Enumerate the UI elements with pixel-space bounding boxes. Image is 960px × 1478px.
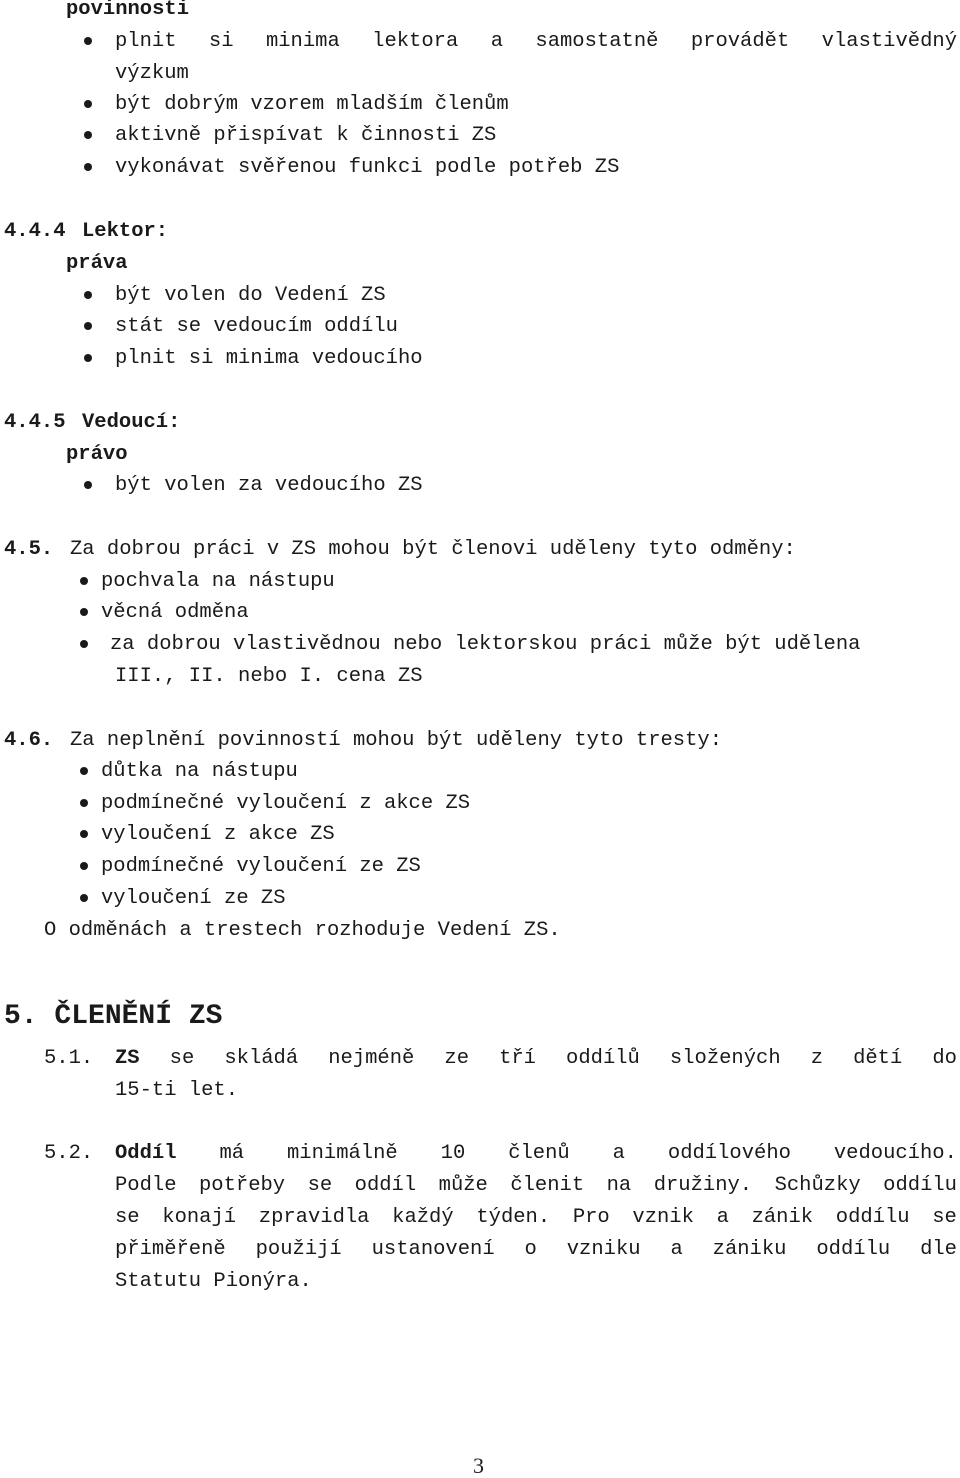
right-heading: právo: [66, 443, 128, 466]
bullet: [80, 894, 88, 902]
bullet: [80, 640, 88, 648]
paragraph-line: přiměřeně použijí ustanovení o vzniku a zániku oddílu dle: [115, 1238, 957, 1261]
section-title: 5. ČLENĚNÍ ZS: [4, 1001, 223, 1032]
word: plnit: [115, 30, 177, 53]
paragraph-line: Oddíl má minimálně 10 členů a oddílového vedoucího.: [115, 1142, 957, 1165]
list-item: plnit si minima vedoucího: [115, 347, 423, 370]
bullet: [80, 830, 88, 838]
section-number: 4.5.: [4, 538, 54, 561]
page-number: 3: [473, 1453, 484, 1478]
bullet: [80, 799, 88, 807]
list-item: věcná odměna: [101, 601, 249, 624]
bullet: [84, 354, 92, 362]
subsection-title: Vedoucí:: [82, 411, 181, 434]
word: si: [208, 30, 234, 53]
paragraph-number: 5.1.: [44, 1047, 94, 1070]
bullet: [84, 131, 92, 139]
list-item: stát se vedoucím oddílu: [115, 315, 398, 338]
word: minima: [265, 30, 340, 53]
closing-note: O odměnách a trestech rozhoduje Vedení ZS.: [44, 919, 561, 942]
list-item-continuation: III., II. nebo I. cena ZS: [115, 665, 423, 688]
list-item: [115, 32, 957, 53]
bullet: [80, 767, 88, 775]
paragraph-line: 15-ti let.: [115, 1079, 239, 1102]
bullet: [84, 291, 92, 299]
list-item: podmínečné vyloučení z akce ZS: [101, 792, 471, 815]
rewards-intro: Za dobrou práci v ZS mohou být členovi uděleny tyto odměny:: [70, 538, 796, 561]
list-item: důtka na nástupu: [101, 760, 298, 783]
list-item: vykonávat svěřenou funkci podle potřeb ZS: [115, 156, 620, 179]
penalties-intro: Za neplnění povinností mohou být uděleny tyto tresty:: [70, 729, 723, 752]
section-number: 4.6.: [4, 729, 54, 752]
bullet: [84, 322, 92, 330]
list-item: podmínečné vyloučení ze ZS: [101, 855, 421, 878]
list-item: aktivně přispívat k činnosti ZS: [115, 124, 497, 147]
list-item-continuation: výzkum: [115, 62, 189, 85]
word: lektora: [372, 30, 459, 53]
paragraph-line: Statutu Pionýra.: [115, 1270, 312, 1293]
word: samostatně: [535, 30, 659, 53]
subsection-title: Lektor:: [82, 220, 169, 243]
list-item: za dobrou vlastivědnou nebo lektorskou práci může být udělena: [110, 633, 861, 656]
word: provádět: [690, 30, 790, 53]
paragraph-line: ZS se skládá nejméně ze tří oddílů složených z dětí do: [115, 1047, 957, 1070]
bullet: [84, 37, 92, 45]
list-item: být volen do Vedení ZS: [115, 284, 386, 307]
list-item: pochvala na nástupu: [101, 570, 335, 593]
bullet: [80, 577, 88, 585]
subsection-number: 4.4.4: [4, 220, 66, 243]
duties-heading: povinnosti: [66, 0, 190, 21]
bullet: [80, 862, 88, 870]
bullet: [84, 481, 92, 489]
list-item: být volen za vedoucího ZS: [115, 474, 423, 497]
paragraph-number: 5.2.: [44, 1142, 94, 1165]
word: a: [490, 30, 503, 53]
bullet: [80, 608, 88, 616]
list-item: vyloučení z akce ZS: [101, 823, 335, 846]
bullet: [84, 163, 92, 171]
bullet: [84, 100, 92, 108]
paragraph-line: se konají zpravidla každý týden. Pro vznik a zánik oddílu se: [115, 1206, 957, 1229]
rights-heading: práva: [66, 252, 128, 275]
list-item: být dobrým vzorem mladším členům: [115, 93, 509, 116]
list-item: vyloučení ze ZS: [101, 887, 286, 910]
paragraph-line: Podle potřeby se oddíl může členit na družiny. Schůzky oddílu: [115, 1174, 957, 1197]
subsection-number: 4.4.5: [4, 411, 66, 434]
word: vlastivědný: [821, 30, 957, 53]
